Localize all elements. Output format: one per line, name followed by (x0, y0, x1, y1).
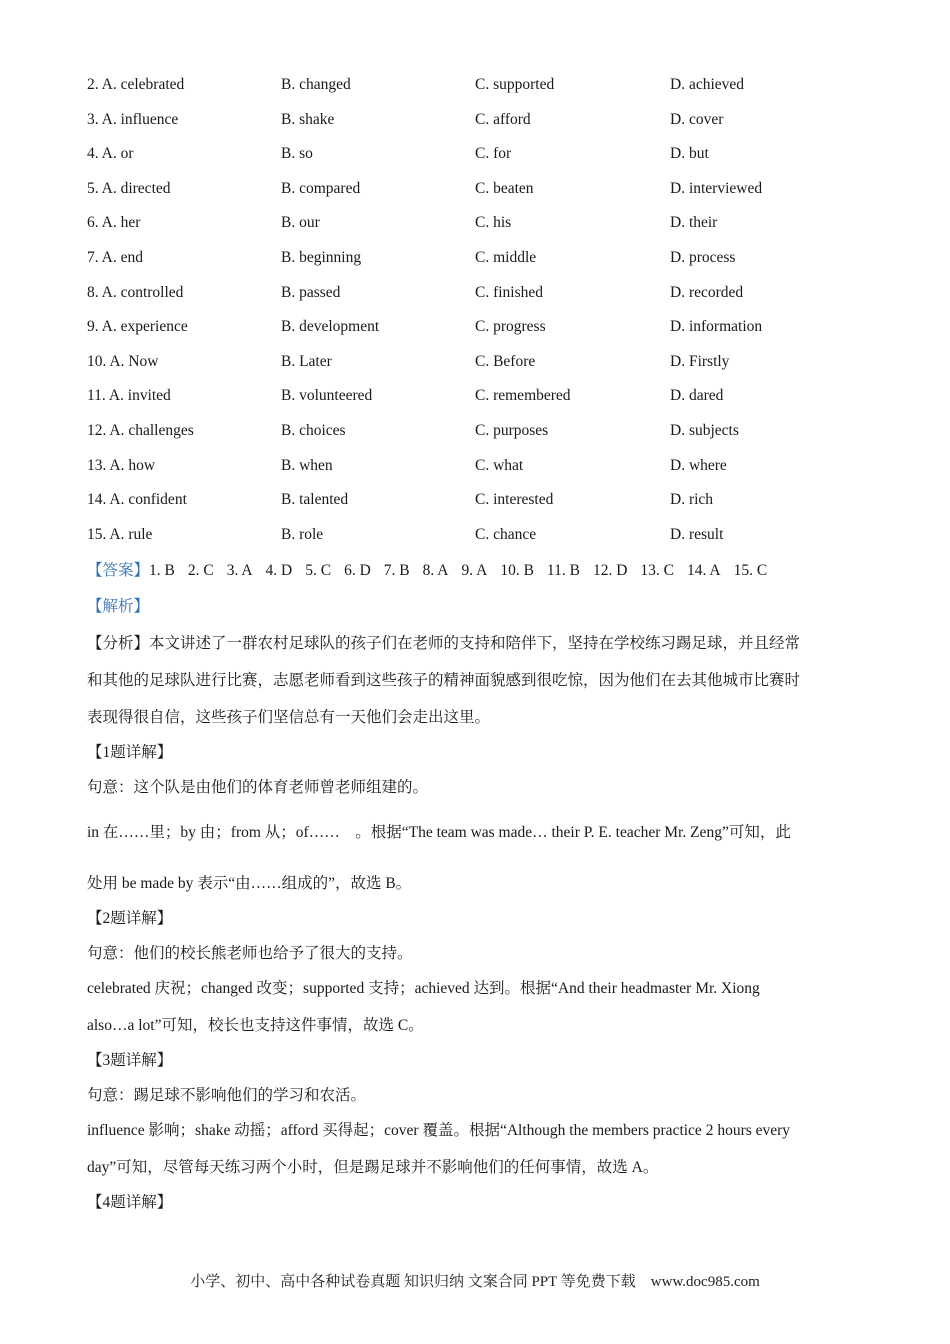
q3-title: 【3题详解】 (87, 1052, 173, 1069)
q2-line-2: also…a lot”可知，校长也支持这件事情，故选 C。 (87, 1017, 424, 1034)
option-b: B. choices (281, 422, 346, 439)
option-a: 3. A. influence (87, 110, 179, 128)
q3-line-1: influence 影响；shake 动摇；afford 买得起；cover 覆盖。根据“Although the members practice 2 hours every (87, 1122, 791, 1139)
answer-item: 10. B (500, 562, 534, 579)
option-b: B. compared (281, 179, 361, 197)
option-c: C. remembered (475, 387, 571, 405)
answer-item: 1. B (149, 562, 175, 579)
option-b: B. beginning (281, 249, 362, 266)
option-c: C. progress (475, 318, 546, 336)
q1-meaning: 句意：这个队是由他们的体育老师曾老师组建的。 (87, 779, 429, 796)
option-c: C. chance (475, 525, 537, 543)
option-a: 12. A. challenges (87, 422, 194, 439)
option-c: C. for (475, 145, 512, 163)
q2-line-1: celebrated 庆祝；changed 改变；supported 支持；achieved 达到。根据“And their headmaster Mr. Xiong (87, 980, 760, 997)
option-b: B. changed (281, 76, 351, 93)
option-a: 14. A. confident (87, 491, 187, 509)
option-c: C. Before (475, 352, 536, 370)
q2-meaning: 句意：他们的校长熊老师也给予了很大的支持。 (87, 945, 413, 962)
option-row (87, 526, 887, 550)
analysis-line-2: 和其他的足球队进行比赛，志愿老师看到这些孩子的精神面貌感到很吃惊，因为他们在去其他城市比赛时 (87, 672, 801, 689)
answer-item: 14. A (686, 562, 721, 579)
answer-item: 11. B (546, 562, 580, 579)
option-d: D. process (670, 249, 736, 266)
analysis-line-1: 【分析】本文讲述了一群农村足球队的孩子们在老师的支持和陪伴下，坚持在学校练习踢足球，并且经常 (87, 635, 801, 652)
option-c: C. his (475, 214, 512, 232)
q4-title: 【4题详解】 (87, 1194, 173, 1211)
option-b: B. volunteered (281, 387, 373, 405)
option-c: C. beaten (475, 179, 534, 197)
option-b: B. when (281, 456, 333, 474)
option-d: D. their (670, 214, 718, 232)
q3-line-2: day”可知，尽管每天练习两个小时，但是踢足球并不影响他们的任何事情，故选 A。 (87, 1159, 659, 1176)
option-row (87, 491, 887, 515)
answer-label: 【答案】 (87, 562, 150, 579)
q3-meaning: 句意：踢足球不影响他们的学习和农活。 (87, 1087, 367, 1104)
answer-item: 13. C (640, 562, 674, 579)
option-a: 7. A. end (87, 249, 143, 266)
option-c: C. supported (475, 76, 555, 93)
option-d: D. dared (670, 387, 724, 405)
answer-item: 5. C (305, 562, 332, 579)
option-b: B. talented (281, 491, 349, 509)
q1-line-2: 处用 be made by 表示“由……组成的”，故选 B。 (87, 875, 412, 892)
option-row (87, 214, 887, 238)
answer-line (87, 558, 780, 580)
option-a: 6. A. her (87, 214, 141, 232)
answer-item: 12. D (592, 562, 628, 579)
option-a: 11. A. invited (87, 387, 171, 405)
option-a: 15. A. rule (87, 525, 153, 543)
option-b: B. development (281, 318, 380, 336)
option-b: B. role (281, 525, 324, 543)
option-a: 13. A. how (87, 456, 156, 474)
option-c: C. finished (475, 283, 544, 301)
answer-item: 3. A (226, 562, 253, 579)
option-row (87, 145, 887, 169)
jiexi-label: 【解析】 (87, 598, 150, 615)
option-d: D. information (670, 318, 763, 336)
answer-item: 9. A (461, 562, 488, 579)
option-d: D. achieved (670, 76, 745, 93)
option-row (87, 318, 887, 342)
option-a: 9. A. experience (87, 318, 188, 336)
option-row (87, 249, 887, 273)
option-d: D. rich (670, 491, 714, 509)
answer-list (149, 562, 780, 579)
option-d: D. subjects (670, 422, 739, 439)
option-a: 4. A. or (87, 145, 134, 163)
option-c: C. interested (475, 491, 554, 509)
option-row (87, 180, 887, 204)
answer-item: 2. C (187, 562, 214, 579)
option-row (87, 422, 887, 446)
option-a: 2. A. celebrated (87, 76, 185, 93)
option-d: D. result (670, 525, 724, 543)
option-c: C. afford (475, 110, 531, 128)
answer-item: 4. D (265, 562, 293, 579)
option-row (87, 111, 887, 135)
option-d: D. but (670, 145, 709, 163)
option-d: D. Firstly (670, 352, 730, 370)
q1-title: 【1题详解】 (87, 744, 173, 761)
answer-item: 6. D (344, 562, 371, 579)
option-b: B. Later (281, 352, 332, 370)
option-c: C. purposes (475, 422, 549, 439)
answer-item: 7. B (383, 562, 410, 579)
option-c: C. what (475, 456, 524, 474)
option-b: B. passed (281, 283, 341, 301)
q1-line-1: in 在……里；by 由；from 从；of…… 。根据“The team was made… their P. E. teacher Mr. Zeng”可知，此 (87, 824, 791, 841)
option-a: 8. A. controlled (87, 283, 184, 301)
option-d: D. recorded (670, 283, 744, 301)
analysis-line-3: 表现得很自信，这些孩子们坚信总有一天他们会走出这里。 (87, 709, 491, 726)
option-a: 5. A. directed (87, 179, 171, 197)
option-row (87, 457, 887, 481)
q2-title: 【2题详解】 (87, 910, 173, 927)
option-b: B. so (281, 145, 313, 163)
answer-item: 8. A (422, 562, 449, 579)
option-c: C. middle (475, 249, 537, 266)
option-b: B. shake (281, 110, 335, 128)
option-row (87, 353, 887, 377)
option-row (87, 387, 887, 411)
option-d: D. cover (670, 110, 724, 128)
option-a: 10. A. Now (87, 352, 159, 370)
option-d: D. interviewed (670, 179, 763, 197)
option-b: B. our (281, 214, 320, 232)
option-row (87, 76, 887, 100)
answer-item: 15. C (733, 562, 768, 579)
footer-text: 小学、初中、高中各种试卷真题 知识归纳 文案合同 PPT 等免费下载 www.doc985.com (190, 1274, 760, 1290)
option-row (87, 284, 887, 308)
option-d: D. where (670, 456, 727, 474)
